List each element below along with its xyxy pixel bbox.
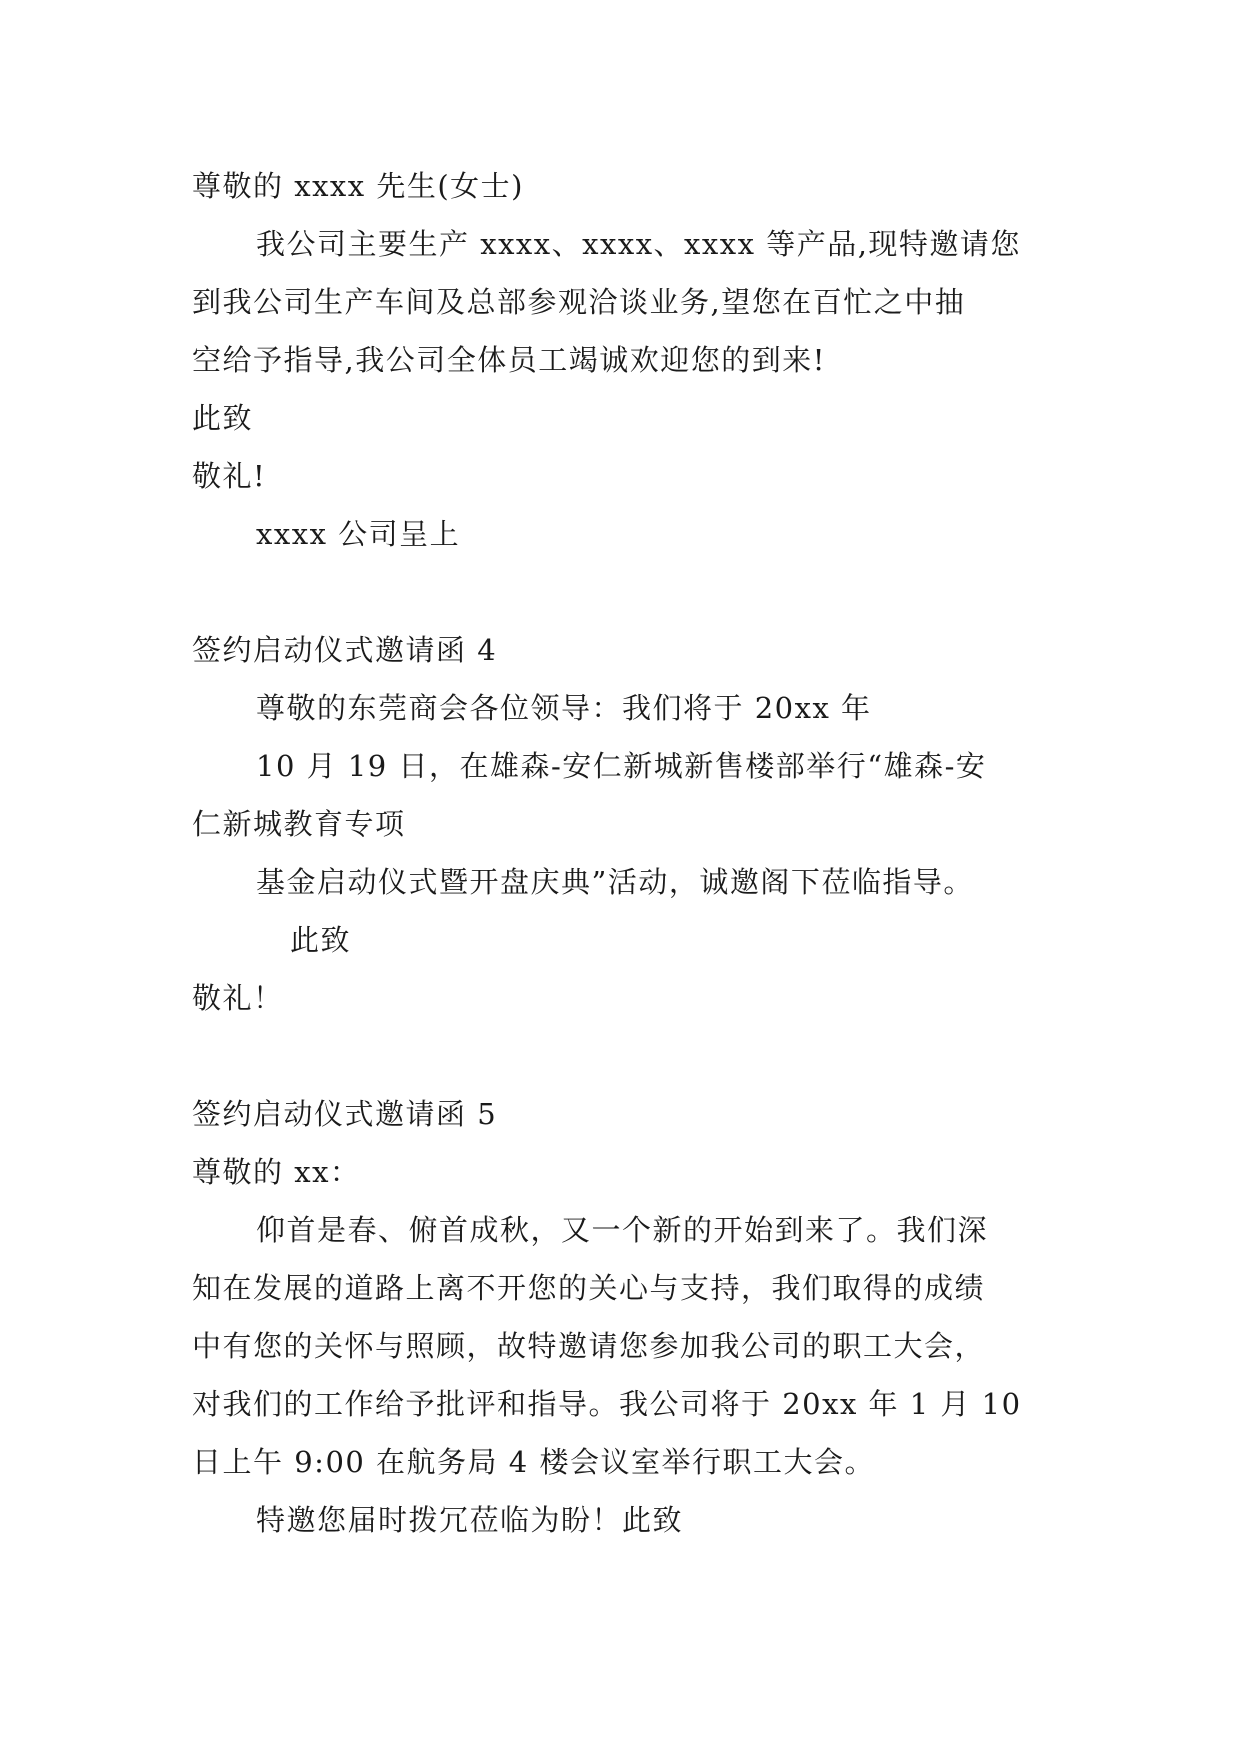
signature-line: xxxx 公司呈上 bbox=[256, 517, 461, 551]
body-paragraph-line: 知在发展的道路上离不开您的关心与支持，我们取得的成绩 bbox=[192, 1271, 986, 1305]
greeting-line: 尊敬的东莞商会各位领导：我们将于 20xx 年 bbox=[256, 691, 872, 725]
greeting-line: 尊敬的 xxxx 先生(女士) bbox=[192, 169, 524, 203]
body-paragraph-line: 到我公司生产车间及总部参观洽谈业务,望您在百忙之中抽 bbox=[192, 285, 966, 319]
body-paragraph-line: 空给予指导,我公司全体员工竭诚欢迎您的到来! bbox=[192, 343, 826, 377]
greeting-line: 尊敬的 xx： bbox=[192, 1155, 361, 1189]
body-paragraph-line: 仰首是春、俯首成秋，又一个新的开始到来了。我们深 bbox=[256, 1213, 989, 1247]
body-paragraph-line: 日上午 9:00 在航务局 4 楼会议室举行职工大会。 bbox=[192, 1445, 875, 1479]
body-paragraph-line: 特邀您届时拨冗莅临为盼！此致 bbox=[256, 1503, 684, 1537]
closing-salute: 敬礼！ bbox=[192, 981, 284, 1015]
body-paragraph-line: 对我们的工作给予批评和指导。我公司将于 20xx 年 1 月 10 bbox=[192, 1387, 1022, 1421]
body-paragraph-line: 基金启动仪式暨开盘庆典”活动，诚邀阁下莅临指导。 bbox=[256, 865, 974, 899]
closing-salute: 敬礼! bbox=[192, 459, 267, 493]
section-heading: 签约启动仪式邀请函 5 bbox=[192, 1097, 498, 1131]
closing-line: 此致 bbox=[192, 401, 254, 435]
body-paragraph-line: 我公司主要生产 xxxx、xxxx、xxxx 等产品,现特邀请您 bbox=[256, 227, 1021, 261]
body-paragraph-line: 中有您的关怀与照顾，故特邀请您参加我公司的职工大会， bbox=[192, 1329, 986, 1363]
closing-line: 此致 bbox=[290, 923, 352, 957]
body-paragraph-line: 10 月 19 日，在雄森-安仁新城新售楼部举行“雄森-安 bbox=[256, 749, 987, 783]
body-paragraph-line: 仁新城教育专项 bbox=[192, 807, 406, 841]
section-heading: 签约启动仪式邀请函 4 bbox=[192, 633, 498, 667]
